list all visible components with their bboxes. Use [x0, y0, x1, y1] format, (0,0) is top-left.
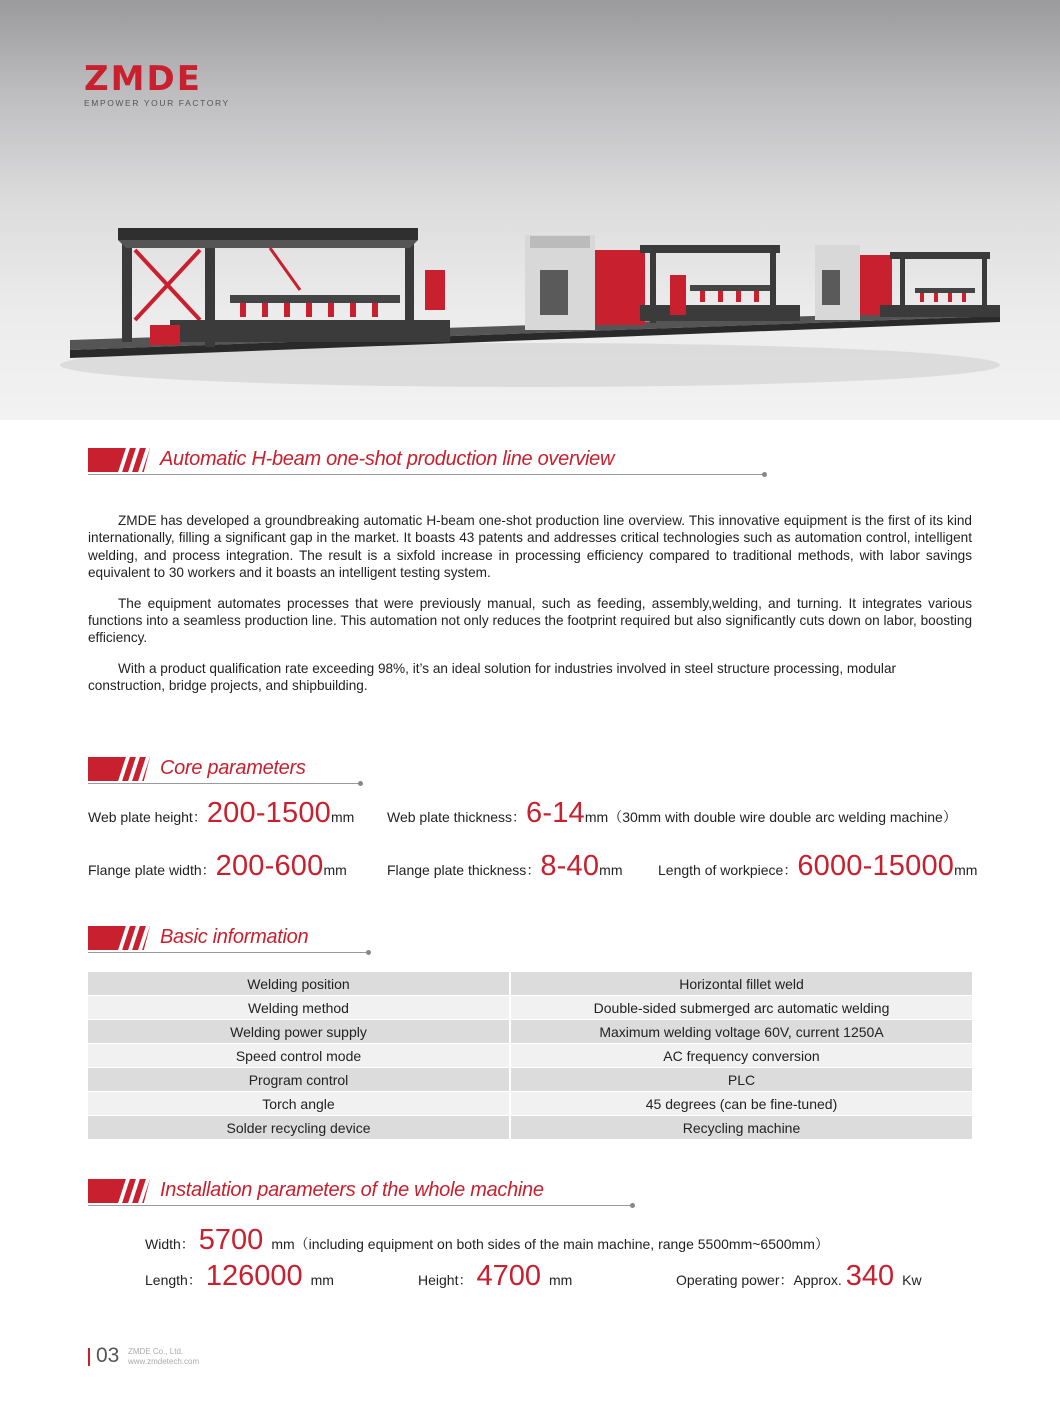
- install-length: [145, 1260, 334, 1293]
- footer-company: [128, 1347, 199, 1367]
- brand-logo: [84, 59, 230, 108]
- install-power: [676, 1260, 922, 1293]
- install-value: 340: [845, 1260, 895, 1292]
- install-height: [418, 1260, 572, 1293]
- param-label: Web plate height: [88, 809, 193, 825]
- company-name: ZMDE Co., Ltd.: [128, 1347, 184, 1356]
- basic-heading: Basic information: [160, 926, 309, 948]
- table-cell-value: 45 degrees (can be fine-tuned): [510, 1092, 972, 1116]
- install-section-header: [88, 1177, 638, 1217]
- hero-banner: [0, 0, 1060, 420]
- overview-heading: Automatic H-beam one-shot production line overview: [160, 448, 615, 470]
- table-row: [88, 996, 972, 1020]
- table-cell-label: Welding method: [88, 996, 510, 1020]
- section-divider: [88, 474, 764, 475]
- param-colon: ：: [201, 862, 216, 878]
- install-unit: mm: [310, 1272, 334, 1288]
- company-website: www.zmdetech.com: [128, 1357, 200, 1366]
- table-cell-label: Torch angle: [88, 1092, 510, 1116]
- install-label: Height：: [418, 1272, 473, 1288]
- table-cell-value: Recycling machine: [510, 1116, 972, 1140]
- param-note: （30mm with double wire double arc welding machine）: [608, 809, 957, 825]
- param-colon: ：: [526, 862, 541, 878]
- divider-dot-icon: [630, 1203, 635, 1208]
- basic-info-table: [88, 972, 972, 1140]
- overview-text: [88, 512, 972, 708]
- table-row: [88, 1068, 972, 1092]
- param-label: Length of workpiece: [658, 862, 784, 878]
- overview-paragraph: ZMDE has developed a groundbreaking automatic H-beam one-shot production line overview. This innovative equipment is the first of its kind internationally, filling a significant gap in the market. It boasts 43 patents and addresses critical technologies such as automation control, intelligent welding, and process integration. The result is a sixfold increase in processing efficiency compared to traditional methods, with labor savings equivalent to 30 workers and it boasts an intelligent testing system.: [88, 513, 972, 581]
- section-stripe-icon: [88, 926, 150, 950]
- install-value: 126000: [205, 1260, 303, 1292]
- section-stripe-icon: [88, 757, 150, 781]
- param-unit: mm: [584, 809, 609, 825]
- table-cell-value: Horizontal fillet weld: [510, 972, 972, 996]
- install-value: 4700: [476, 1260, 541, 1292]
- param-value: 8-40: [540, 850, 600, 882]
- divider-dot-icon: [762, 472, 767, 477]
- table-row: [88, 1092, 972, 1116]
- table-cell-label: Speed control mode: [88, 1044, 510, 1068]
- table-row: [88, 972, 972, 996]
- section-divider: [88, 952, 368, 953]
- param-flange-thickness: [387, 850, 622, 883]
- divider-dot-icon: [358, 781, 363, 786]
- install-label: Length：: [145, 1272, 202, 1288]
- table-cell-label: Welding position: [88, 972, 510, 996]
- divider-dot-icon: [366, 950, 371, 955]
- section-stripe-icon: [88, 1179, 150, 1203]
- footer-bar: [88, 1348, 90, 1366]
- param-colon: ：: [783, 862, 798, 878]
- core-heading: Core parameters: [160, 757, 306, 779]
- install-unit: Kw: [902, 1272, 922, 1288]
- param-workpiece-length: [658, 850, 977, 883]
- table-cell-value: AC frequency conversion: [510, 1044, 972, 1068]
- table-cell-label: Welding power supply: [88, 1020, 510, 1044]
- param-colon: ：: [192, 809, 207, 825]
- install-label: Operating power：Approx.: [676, 1272, 842, 1288]
- overview-paragraph: With a product qualification rate exceeding 98%, it’s an ideal solution for industries involved in steel structure processing, modular construction, bridge projects, and shipbuilding.: [88, 660, 897, 694]
- install-value: 5700: [198, 1224, 264, 1256]
- section-stripe-icon: [88, 448, 150, 472]
- install-heading: Installation parameters of the whole machine: [160, 1179, 544, 1201]
- table-cell-value: Double-sided submerged arc automatic welding: [510, 996, 972, 1020]
- production-line-image: [0, 200, 1060, 410]
- install-note: mm（including equipment on both sides of the main machine, range 5500mm~6500mm）: [271, 1236, 829, 1252]
- param-value: 200-1500: [206, 797, 331, 829]
- table-cell-value: Maximum welding voltage 60V, current 1250A: [510, 1020, 972, 1044]
- param-flange-width: [88, 850, 347, 883]
- param-colon: ：: [512, 809, 527, 825]
- param-value: 6-14: [526, 797, 585, 829]
- core-section-header: [88, 755, 368, 795]
- table-cell-label: Solder recycling device: [88, 1116, 510, 1140]
- table-cell-label: Program control: [88, 1068, 510, 1092]
- page-number: 03: [96, 1344, 120, 1367]
- param-label: Web plate thickness: [387, 809, 513, 825]
- install-width: [145, 1224, 829, 1257]
- table-cell-value: PLC: [510, 1068, 972, 1092]
- overview-section-header: [88, 446, 768, 486]
- param-label: Flange plate thickness: [387, 862, 527, 878]
- overview-paragraph: The equipment automates processes that were previously manual, such as feeding, assembly,welding, and turning. It integrates various functions into a seamless production line. This automation not only reduces the footprint required but also significantly cuts down on labor, boosting efficiency.: [88, 595, 972, 646]
- table-row: [88, 1044, 972, 1068]
- install-label: Width：: [145, 1236, 195, 1252]
- param-unit: mm: [330, 809, 355, 825]
- logo-tagline: EMPOWER YOUR FACTORY: [84, 98, 230, 108]
- param-web-thickness: [387, 797, 957, 830]
- param-value: 200-600: [215, 850, 324, 882]
- param-value: 6000-15000: [797, 850, 955, 882]
- param-unit: mm: [599, 862, 623, 878]
- install-unit: mm: [548, 1272, 573, 1288]
- section-divider: [88, 783, 360, 784]
- table-row: [88, 1116, 972, 1140]
- basic-section-header: [88, 924, 373, 964]
- section-divider: [88, 1205, 632, 1206]
- param-unit: mm: [954, 862, 978, 878]
- logo-wordmark: ZMDE: [84, 59, 202, 99]
- param-label: Flange plate width: [88, 862, 202, 878]
- param-unit: mm: [323, 862, 347, 878]
- table-row: [88, 1020, 972, 1044]
- param-web-height: [88, 797, 354, 830]
